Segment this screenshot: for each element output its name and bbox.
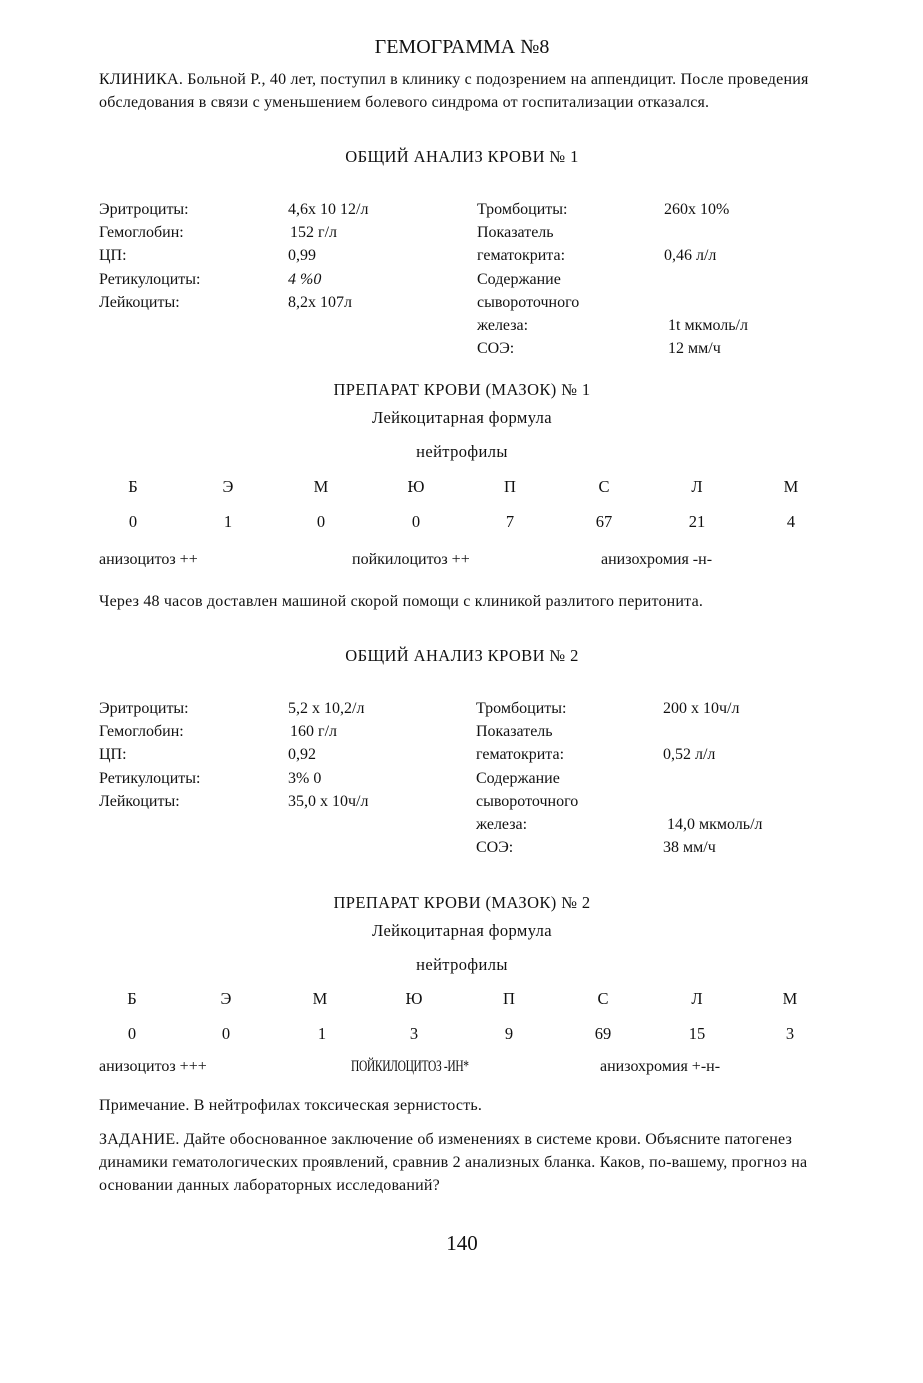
anisocytosis-2: анизоцитоз +++ — [99, 1058, 207, 1075]
platelets-label: Тромбоциты: — [477, 201, 568, 218]
value-lymphocytes: 21 — [688, 512, 706, 531]
smear-2-subheading: Лейкоцитарная формула — [371, 921, 553, 940]
header-monocytes: М — [783, 477, 799, 496]
reticulocytes-value: 3% 0 — [288, 769, 322, 787]
reticulocytes-label: Ретикулоциты: — [99, 270, 201, 288]
header-segmented: С — [598, 477, 610, 496]
transition-paragraph: Через 48 часов доставлен машиной скорой помощи с клиникой разлитого перитонита. — [99, 593, 704, 610]
page-number: 140 — [446, 1231, 478, 1255]
erythrocytes-value: 4,6х 10 12/л — [288, 201, 369, 218]
value-segmented: 67 — [595, 512, 613, 531]
analysis-1-left-labels — [99, 198, 200, 314]
anisochromia-1: анизохромия -н- — [601, 551, 713, 568]
erythrocytes-label: Эритроциты: — [99, 700, 189, 717]
header-lymphocytes: Л — [691, 989, 703, 1008]
analysis-1-heading: ОБЩИЙ АНАЛИЗ КРОВИ № 1 — [345, 147, 579, 166]
smear-1-neutrophils-label: нейтрофилы — [416, 442, 508, 461]
hemoglobin-label: Гемоглобин: — [99, 723, 184, 741]
hematocrit-value: 0,46 л/л — [664, 247, 717, 265]
platelets-value: 200 х 10ч/л — [663, 700, 740, 717]
leukocytes-label: Лейкоциты: — [99, 293, 180, 311]
header-juvenile: Ю — [407, 477, 425, 496]
platelets-value: 260х 10% — [664, 201, 730, 218]
serum-iron-label-line3: железа: — [476, 816, 528, 834]
leukocytes-label: Лейкоциты: — [99, 792, 180, 810]
value-myelocytes: 0 — [316, 512, 326, 531]
analysis-2-heading: ОБЩИЙ АНАЛИЗ КРОВИ № 2 — [345, 646, 579, 665]
reticulocytes-value: 4 %0 — [288, 270, 322, 288]
header-band: П — [503, 989, 515, 1008]
header-basophils: Б — [127, 989, 137, 1008]
page-title: ГЕМОГРАММА №8 — [374, 36, 550, 58]
value-segmented: 69 — [594, 1024, 612, 1043]
serum-iron-label-line1: Содержание — [477, 270, 561, 288]
serum-iron-label-line3: железа: — [477, 317, 529, 335]
hemoglobin-label: Гемоглобин: — [99, 224, 184, 242]
analysis-2-right-values — [663, 697, 763, 859]
clinic-paragraph: КЛИНИКА. Больной Р., 40 лет, поступил в клинику с подозрением на аппендицит. После проведения обследования в связи с уменьшением болевого синдрома от госпитализации отказался. — [99, 71, 809, 111]
smear-1-heading: ПРЕПАРАТ КРОВИ (МАЗОК) № 1 — [333, 380, 591, 399]
serum-iron-value: 14,0 мкмоль/л — [667, 816, 763, 834]
color-index-value: 0,92 — [288, 746, 316, 764]
anisochromia-2: анизохромия +-н- — [600, 1058, 721, 1075]
smear-2-neutrophils-label: нейтрофилы — [416, 955, 508, 974]
hematocrit-label-line1: Показатель — [476, 723, 553, 741]
esr-label: СОЭ: — [476, 839, 514, 857]
smear-1-header-row — [99, 477, 825, 501]
smear-1-subheading: Лейкоцитарная формула — [371, 408, 553, 427]
header-basophils: Б — [128, 477, 138, 496]
poikilocytosis-1: пойкилоцитоз ++ — [352, 551, 470, 568]
analysis-2-right-labels — [476, 697, 578, 859]
hemoglobin-value: 160 г/л — [290, 723, 337, 741]
value-lymphocytes: 15 — [688, 1024, 706, 1043]
value-band: 9 — [504, 1024, 514, 1043]
value-eosinophils: 1 — [223, 512, 233, 531]
analysis-1-right-labels — [477, 198, 579, 360]
value-eosinophils: 0 — [221, 1024, 231, 1043]
hematocrit-label-line1: Показатель — [477, 224, 554, 242]
anisocytosis-1: анизоцитоз ++ — [99, 551, 198, 568]
esr-value: 38 мм/ч — [663, 839, 716, 857]
analysis-2-left-values — [288, 697, 368, 813]
smear-2-value-row — [99, 1024, 825, 1048]
analysis-1-right-values — [664, 198, 748, 360]
header-segmented: С — [597, 989, 609, 1008]
task-paragraph: ЗАДАНИЕ. Дайте обоснованное заключение об изменениях в системе крови. Объясните патогенез динамики гематологических проявлений, сравнив 2 анализных бланка. Каков, по-вашему, прогноз на основании данных лабораторных исследований? — [99, 1131, 808, 1194]
smear-2-heading: ПРЕПАРАТ КРОВИ (МАЗОК) № 2 — [333, 893, 591, 912]
header-monocytes: М — [782, 989, 798, 1008]
header-juvenile: Ю — [405, 989, 423, 1008]
value-juvenile: 3 — [409, 1024, 419, 1043]
value-band: 7 — [505, 512, 515, 531]
header-eosinophils: Э — [220, 989, 232, 1008]
analysis-2-left-labels — [99, 697, 200, 813]
header-myelocytes: М — [313, 477, 329, 496]
erythrocytes-value: 5,2 х 10,2/л — [288, 700, 365, 717]
leukocytes-value: 35,0 х 10ч/л — [288, 792, 369, 810]
leukocytes-value: 8,2х 107л — [288, 293, 352, 311]
hematocrit-label-line2: гематокрита: — [477, 247, 566, 265]
serum-iron-value: 1t мкмоль/л — [668, 317, 748, 335]
platelets-label: Тромбоциты: — [476, 700, 567, 717]
header-lymphocytes: Л — [691, 477, 703, 496]
hematocrit-value: 0,52 л/л — [663, 746, 716, 764]
smear-1-value-row — [99, 512, 825, 536]
erythrocytes-label: Эритроциты: — [99, 201, 189, 218]
poikilocytosis-2-text: ПОЙКИЛОЦИТОЗ -ИН* — [351, 1058, 469, 1075]
color-index-value: 0,99 — [288, 247, 316, 265]
hematocrit-label-line2: гематокрита: — [476, 746, 565, 764]
value-monocytes: 3 — [785, 1024, 795, 1043]
value-basophils: 0 — [127, 1024, 137, 1043]
note-paragraph: Примечание. В нейтрофилах токсическая зернистость. — [99, 1097, 483, 1114]
serum-iron-label-line1: Содержание — [476, 769, 560, 787]
value-myelocytes: 1 — [317, 1024, 327, 1043]
serum-iron-label-line2: сывороточного — [477, 293, 580, 311]
reticulocytes-label: Ретикулоциты: — [99, 769, 201, 787]
header-band: П — [504, 477, 516, 496]
header-eosinophils: Э — [222, 477, 234, 496]
value-basophils: 0 — [128, 512, 138, 531]
serum-iron-label-line2: сывороточного — [476, 792, 579, 810]
smear-2-header-row — [99, 989, 825, 1013]
analysis-1-left-values — [288, 198, 368, 314]
hemoglobin-value: 152 г/л — [290, 224, 337, 242]
color-index-label: ЦП: — [99, 247, 127, 265]
header-myelocytes: М — [312, 989, 328, 1008]
value-monocytes: 4 — [786, 512, 796, 531]
value-juvenile: 0 — [411, 512, 421, 531]
esr-label: СОЭ: — [477, 340, 515, 358]
color-index-label: ЦП: — [99, 746, 127, 764]
esr-value: 12 мм/ч — [668, 340, 721, 358]
